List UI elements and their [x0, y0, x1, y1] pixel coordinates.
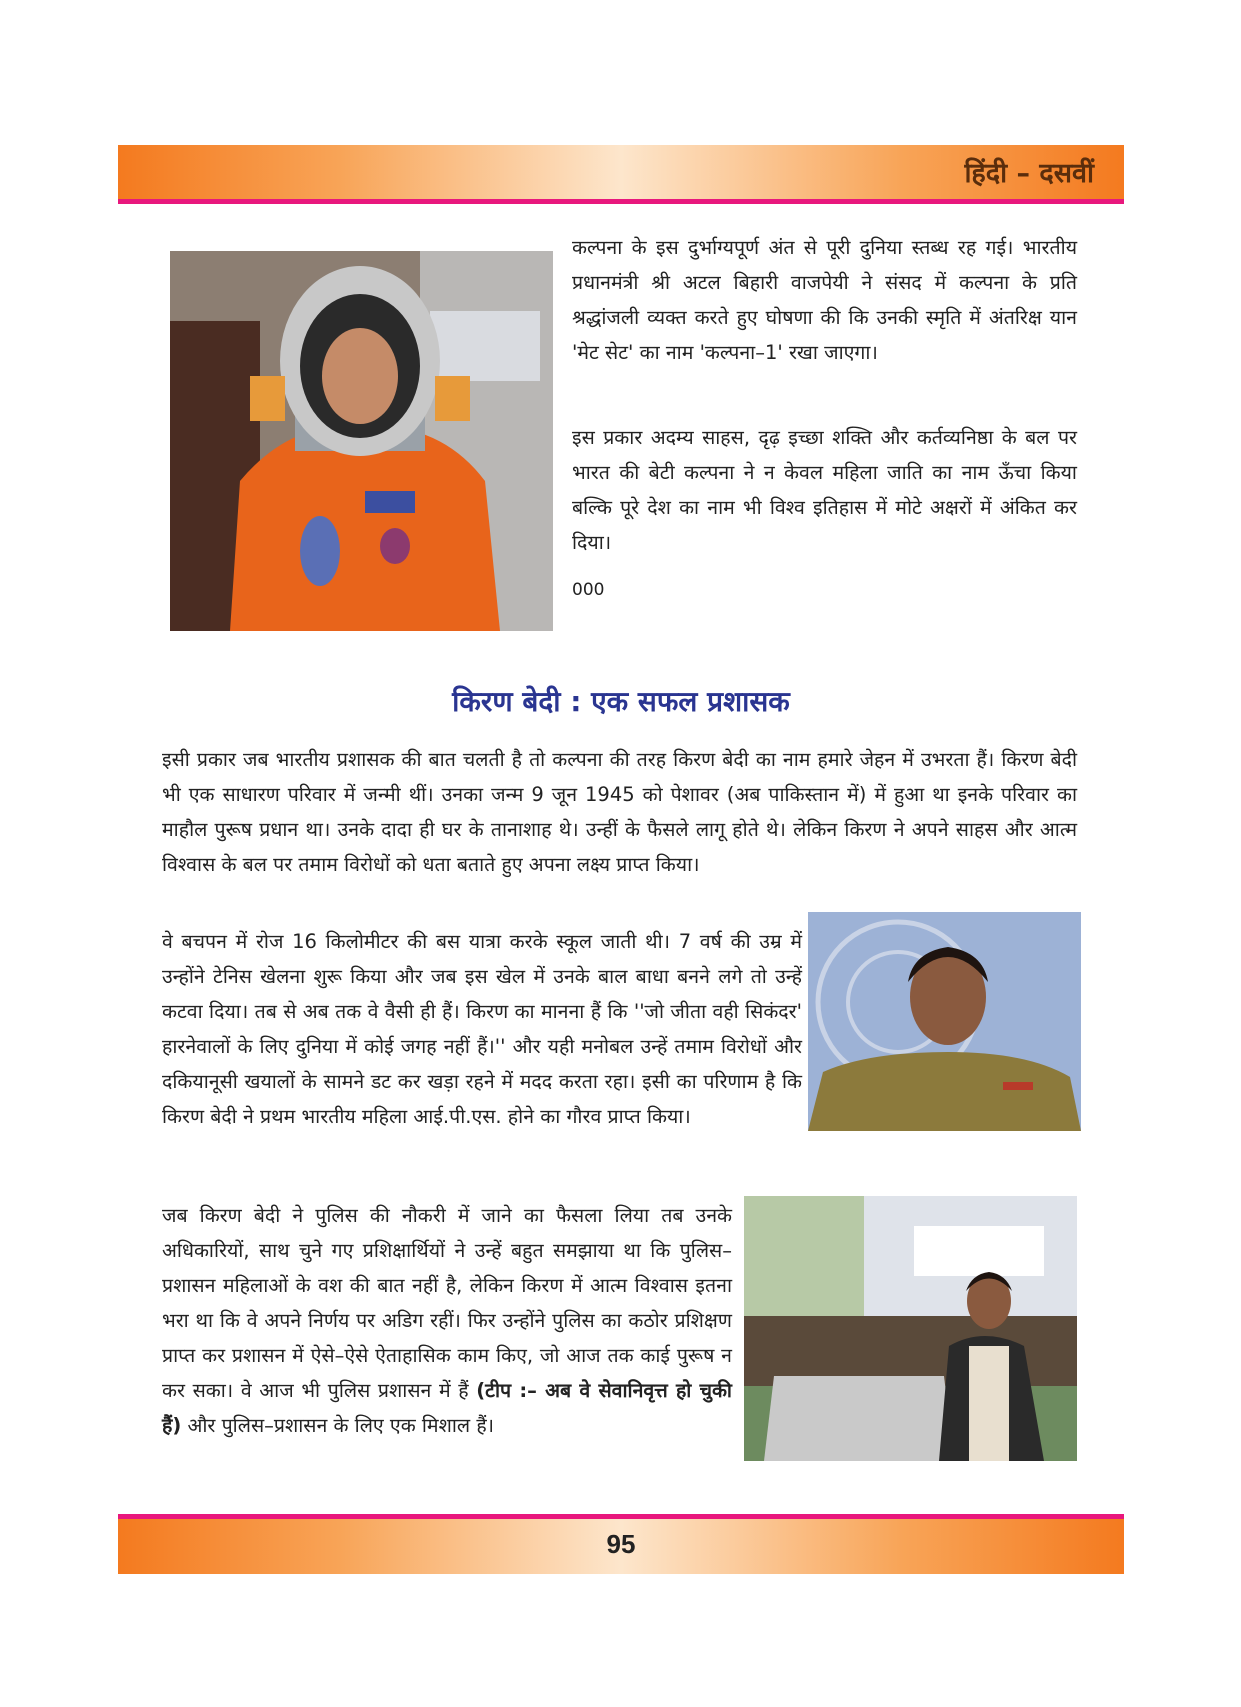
intro-paragraph-2: इस प्रकार अदम्य साहस, दृढ़ इच्छा शक्ति और कर्तव्यनिष्ठा के बल पर भारत की बेटी कल्पना ने न केवल महिला जाति का नाम ऊँचा किया बल्कि पूरे देश का नाम भी विश्व इतिहास में मोटे अक्षरों में अंकित कर दिया। [572, 426, 1077, 554]
kiran-bedi-portrait-photo [808, 912, 1081, 1131]
podium-speech-photo [744, 1196, 1077, 1461]
astronaut-photo [170, 251, 553, 631]
header-bar [118, 145, 1124, 199]
page-number: 95 [606, 1529, 636, 1559]
intro-paragraph-1: कल्पना के इस दुर्भाग्यपूर्ण अंत से पूरी दुनिया स्तब्ध रह गई। भारतीय प्रधानमंत्री श्री अटल बिहारी वाजपेयी ने संसद में कल्पना के प्रति श्रद्धांजली व्यक्त करते हुए घोषणा की कि उनकी स्मृति में अंतरिक्ष यान 'मेट सेट' का नाम 'कल्पना–1' रखा जाएगा। [572, 236, 1077, 364]
section-paragraph-1: इसी प्रकार जब भारतीय प्रशासक की बात चलती है तो कल्पना की तरह किरण बेदी का नाम हमारे जेहन में उभरता हैं। किरण बेदी भी एक साधारण परिवार में जन्मी थीं। उनका जन्म 9 जून 1945 को पेशावर (अब पाकिस्तान में) में हुआ था इनके परिवार का माहौल पुरूष प्रधान था। उनके दादा ही घर के तानाशाह थे। उन्हीं के फैसले लागू होते थे। लेकिन किरण ने अपने साहस और आत्म विश्वास के बल पर तमाम विरोधों को धता बताते हुए अपना लक्ष्य प्राप्त किया। [162, 748, 1077, 876]
section-title: किरण बेदी : एक सफल प्रशासक [452, 685, 790, 718]
section-paragraph-2: वे बचपन में रोज 16 किलोमीटर की बस यात्रा करके स्कूल जाती थी। 7 वर्ष की उम्र में उन्होंने टेनिस खेलना शुरू किया और जब इस खेल में उनके बाल बाधा बनने लगे तो उन्हें कटवा दिया। तब से अब तक वे वैसी ही हैं। किरण का मानना हैं कि ''जो जीता वही सिकंदर' हारनेवालों के लिए दुनिया में कोई जगह नहीं हैं।'' और यही मनोबल उन्हें तमाम विरोधों और दकियानूसी खयालों के सामने डट कर खड़ा रहने में मदद करता रहा। इसी का परिणाम है कि किरण बेदी ने प्रथम भारतीय महिला आई.पी.एस. होने का गौरव प्राप्त किया। [162, 930, 802, 1128]
section-paragraph-3 [162, 1198, 732, 1443]
paragraph-3-text-a: जब किरण बेदी ने पुलिस की नौकरी में जाने का फैसला लिया तब उनके अधिकारियों, साथ चुने गए प्रशिक्षार्थियों ने उन्हें बहुत समझाया था कि पुलिस–प्रशासन महिलाओं के वश की बात नहीं है, लेकिन किरण में आत्म विश्वास इतना भरा था कि वे अपने निर्णय पर अडिग रहीं। फिर उन्होंने पुलिस का कठोर प्रशिक्षण प्राप्त कर प्रशासन में ऐसे–ऐसे ऐताहासिक काम किए, जो आज तक काई पुरूष न कर सका। वे आज भी पुलिस प्रशासन में हैं [162, 1204, 732, 1402]
paragraph-3-text-b: और पुलिस–प्रशासन के लिए एक मिशाल हैं। [181, 1414, 495, 1437]
paragraph-3-bold-note: (टीप :– अब वे सेवानिवृत्त हो चुकी हैं) [162, 1379, 732, 1437]
section-end-mark: 000 [572, 580, 605, 600]
page-header-title: हिंदी – दसवीं [964, 158, 1094, 189]
footer-bar [118, 1519, 1124, 1574]
